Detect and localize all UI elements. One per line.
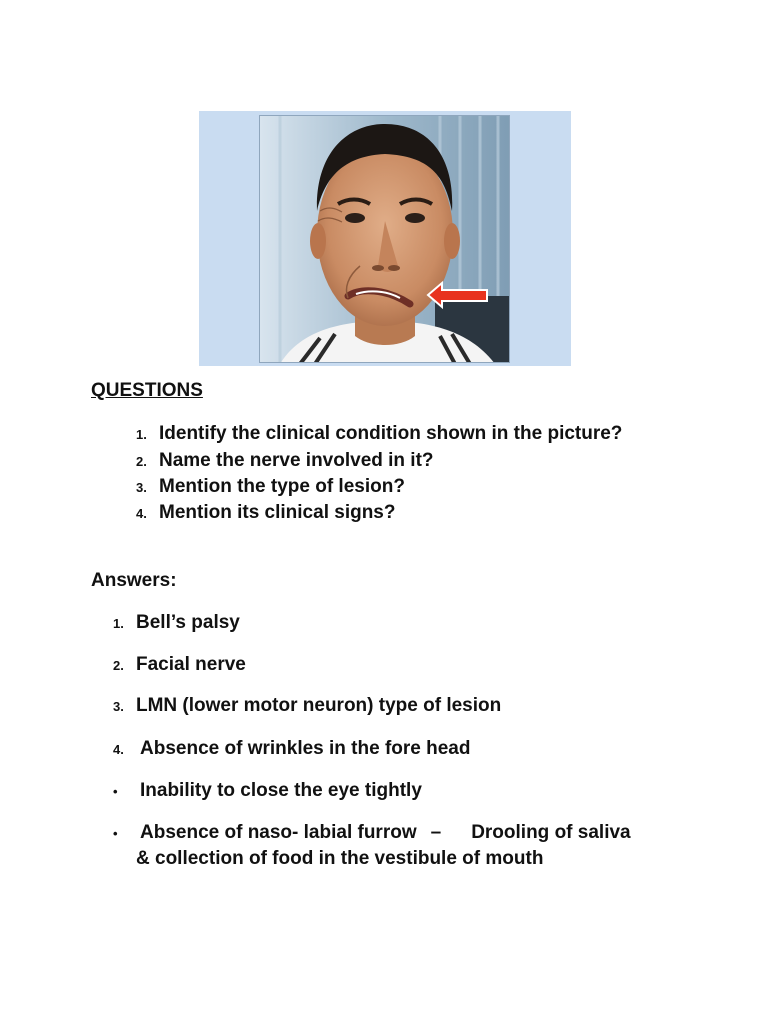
question-number: 1. [136, 427, 147, 442]
question-item [136, 476, 405, 498]
answer-bullet-text-a: Absence of naso- labial furrow [140, 822, 417, 843]
answer-bullet-continuation: & collection of food in the vestibule of mouth [136, 848, 544, 869]
answer-bullet-dash: – [430, 822, 442, 843]
answer-bullet-text: Inability to close the eye tightly [140, 780, 422, 801]
question-item [136, 502, 395, 524]
question-item [136, 423, 622, 445]
question-number: 3. [136, 480, 147, 495]
question-text: Identify the clinical condition shown in the picture? [159, 423, 623, 444]
question-text: Name the nerve involved in it? [159, 450, 434, 471]
answer-bullet-item [113, 780, 422, 802]
answer-number: 4. [113, 742, 124, 757]
answer-number: 3. [113, 699, 124, 714]
bullet-marker: • [113, 826, 118, 841]
clinical-photo [259, 115, 510, 363]
question-text: Mention the type of lesion? [159, 476, 405, 497]
answer-number: 1. [113, 616, 124, 631]
answer-text: Bell’s palsy [136, 612, 240, 633]
answer-bullet-text-b: Drooling of saliva [471, 822, 631, 843]
question-number: 4. [136, 506, 147, 521]
question-text: Mention its clinical signs? [159, 502, 396, 523]
answer-text: Facial nerve [136, 654, 246, 675]
answer-text: LMN (lower motor neuron) type of lesion [136, 695, 502, 716]
clinical-photo-frame [199, 111, 571, 366]
answer-text: Absence of wrinkles in the fore head [140, 738, 471, 759]
answer-item [113, 612, 240, 634]
answer-bullet-item [113, 822, 631, 844]
answer-number: 2. [113, 658, 124, 673]
question-item [136, 450, 434, 472]
answers-heading: Answers: [91, 570, 177, 591]
answer-item [113, 654, 246, 676]
bullet-marker: • [113, 784, 118, 799]
patient-face-photo [260, 116, 510, 363]
question-number: 2. [136, 454, 147, 469]
answer-item [113, 695, 501, 717]
questions-heading: QUESTIONS [91, 380, 203, 401]
answer-item [113, 738, 470, 760]
